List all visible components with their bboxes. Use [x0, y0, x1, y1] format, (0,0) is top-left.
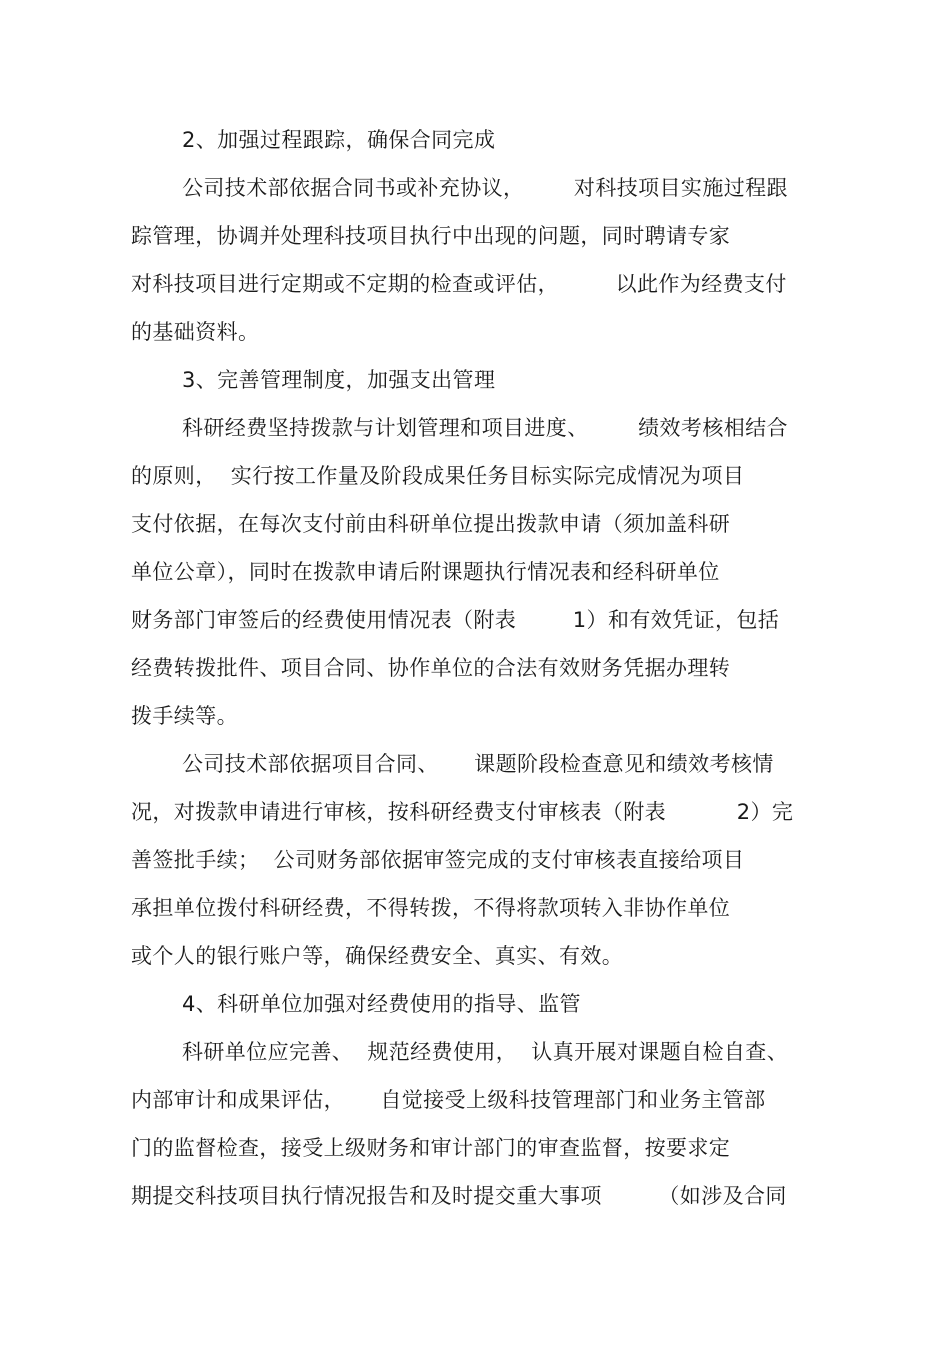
- paragraph-line: 门的监督检查，接受上级财务和审计部门的审查监督，按要求定: [131, 1136, 731, 1160]
- paragraph-line: 公司技术部依据项目合同、 课题阶段检查意见和绩效考核情: [182, 752, 774, 776]
- paragraph-line: 的基础资料。: [131, 320, 260, 344]
- paragraph-line: 财务部门审签后的经费使用情况表（附表 1）和有效凭证，包括: [131, 608, 780, 632]
- paragraph-line: 公司技术部依据合同书或补充协议， 对科技项目实施过程跟: [182, 176, 788, 200]
- paragraph-line: 况，对拨款申请进行审核，按科研经费支付审核表（附表 2）完: [131, 800, 794, 824]
- paragraph-line: 善签批手续； 公司财务部依据审签完成的支付审核表直接给项目: [131, 848, 745, 872]
- paragraph-line: 经费转拨批件、项目合同、协作单位的合法有效财务凭据办理转: [131, 656, 731, 680]
- paragraph-line: 期提交科技项目执行情况报告和及时提交重大事项 （如涉及合同: [131, 1184, 787, 1208]
- paragraph-line: 拨手续等。: [131, 704, 238, 728]
- paragraph-line: 承担单位拨付科研经费，不得转拨，不得将款项转入非协作单位: [131, 896, 731, 920]
- paragraph-line: 科研单位应完善、 规范经费使用， 认真开展对课题自检自查、: [182, 1040, 789, 1064]
- section-heading-4: 4、科研单位加强对经费使用的指导、监管: [182, 992, 581, 1016]
- section-heading-2: 2、加强过程跟踪，确保合同完成: [182, 128, 496, 152]
- paragraph-line: 或个人的银行账户等，确保经费安全、真实、有效。: [131, 944, 624, 968]
- paragraph-line: 支付依据，在每次支付前由科研单位提出拨款申请（须加盖科研: [131, 512, 731, 536]
- paragraph-line: 的原则， 实行按工作量及阶段成果任务目标实际完成情况为项目: [131, 464, 745, 488]
- paragraph-line: 内部审计和成果评估， 自觉接受上级科技管理部门和业务主管部: [131, 1088, 766, 1112]
- section-heading-3: 3、完善管理制度，加强支出管理: [182, 368, 496, 392]
- paragraph-line: 单位公章），同时在拨款申请后附课题执行情况表和经科研单位: [131, 560, 720, 584]
- paragraph-line: 踪管理，协调并处理科技项目执行中出现的问题，同时聘请专家: [131, 224, 731, 248]
- paragraph-line: 科研经费坚持拨款与计划管理和项目进度、 绩效考核相结合: [182, 416, 788, 440]
- paragraph-line: 对科技项目进行定期或不定期的检查或评估， 以此作为经费支付: [131, 272, 787, 296]
